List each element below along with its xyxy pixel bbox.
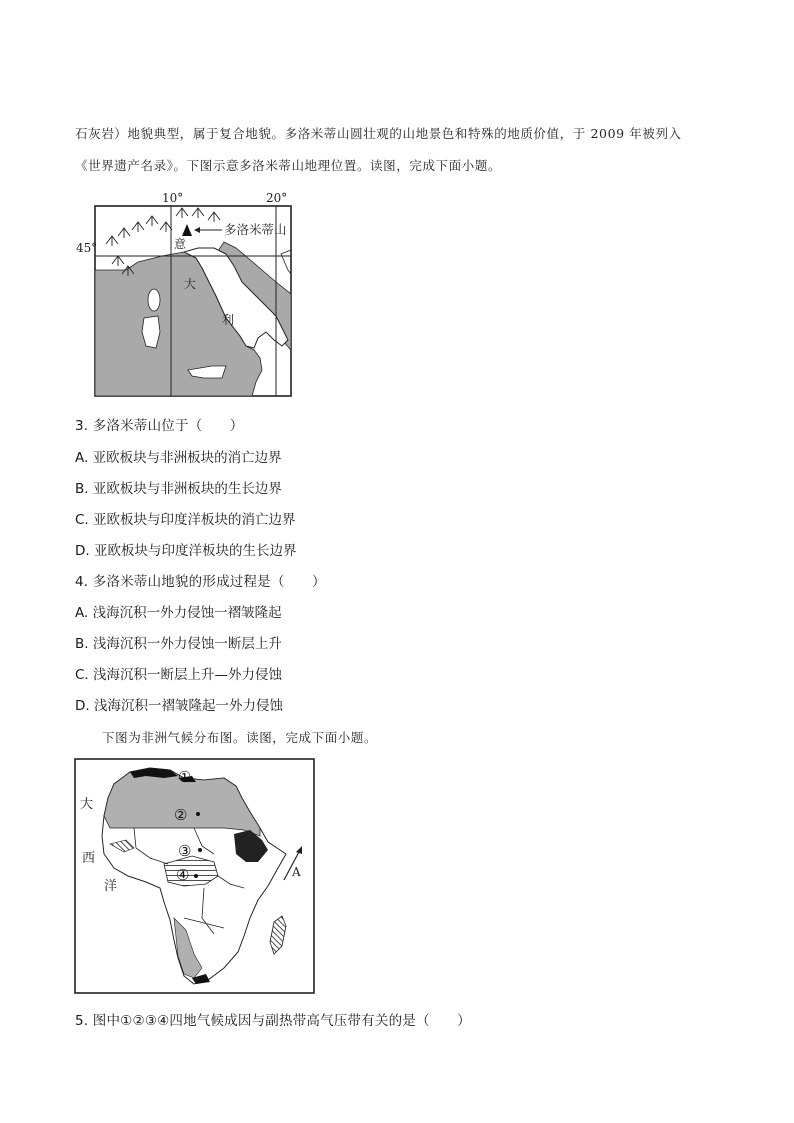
country-char-1: 意 xyxy=(174,237,187,251)
arrow-label: A xyxy=(292,865,301,879)
q5-stem: 5. 图中①②③④四地气候成因与副热带高气压带有关的是（ ） xyxy=(75,1013,471,1029)
mountain-name-label: 多洛米蒂山 xyxy=(224,222,287,237)
q3-stem: 3. 多洛米蒂山位于（ ） xyxy=(75,418,244,434)
q3-option-b[interactable]: B. 亚欧板块与非洲板块的生长边界 xyxy=(75,481,282,497)
q4-option-a[interactable]: A. 浅海沉积一外力侵蚀一褶皱隆起 xyxy=(75,605,282,621)
intro2-line: 下图为非洲气候分布图。读图，完成下面小题。 xyxy=(102,730,378,745)
q3-option-d[interactable]: D. 亚欧板块与印度洋板块的生长边界 xyxy=(75,543,297,559)
ocean-char-1: 大 xyxy=(80,797,94,812)
marker-3: ③ xyxy=(178,842,192,860)
q4-option-c[interactable]: C. 浅海沉积一断层上升—外力侵蚀 xyxy=(75,667,283,683)
intro-line-1: 石灰岩）地貌典型，属于复合地貌。多洛米蒂山圆壮观的山地景色和特殊的地质价值，于 2009 年被列入 xyxy=(75,126,682,141)
country-char-3: 利 xyxy=(222,313,235,327)
lon-20-label: 20° xyxy=(266,191,288,205)
italy-location-map xyxy=(76,190,298,404)
ocean-char-2: 西 xyxy=(82,851,96,866)
intro-line-2: 《世界遗产名录》。下图示意多洛米蒂山地理位置。读图，完成下面小题。 xyxy=(75,158,502,173)
q4-option-d[interactable]: D. 浅海沉积一褶皱隆起一外力侵蚀 xyxy=(75,698,283,714)
q3-option-a[interactable]: A. 亚欧板块与非洲板块的消亡边界 xyxy=(75,450,282,466)
q3-option-c[interactable]: C. 亚欧板块与印度洋板块的消亡边界 xyxy=(75,512,296,528)
lon-10-label: 10° xyxy=(162,191,184,205)
africa-climate-map xyxy=(74,758,316,996)
country-char-2: 大 xyxy=(184,277,197,291)
corsica-island xyxy=(148,289,160,311)
ocean-char-3: 洋 xyxy=(104,879,118,894)
lat-45-label: 45° xyxy=(76,241,98,255)
marker-1: ① xyxy=(178,768,192,786)
marker-2: ② xyxy=(174,806,188,824)
q4-stem: 4. 多洛米蒂山地貌的形成过程是（ ） xyxy=(75,574,326,590)
marker-4: ④ xyxy=(176,866,190,884)
q4-option-b[interactable]: B. 浅海沉积一外力侵蚀一断层上升 xyxy=(75,636,282,652)
